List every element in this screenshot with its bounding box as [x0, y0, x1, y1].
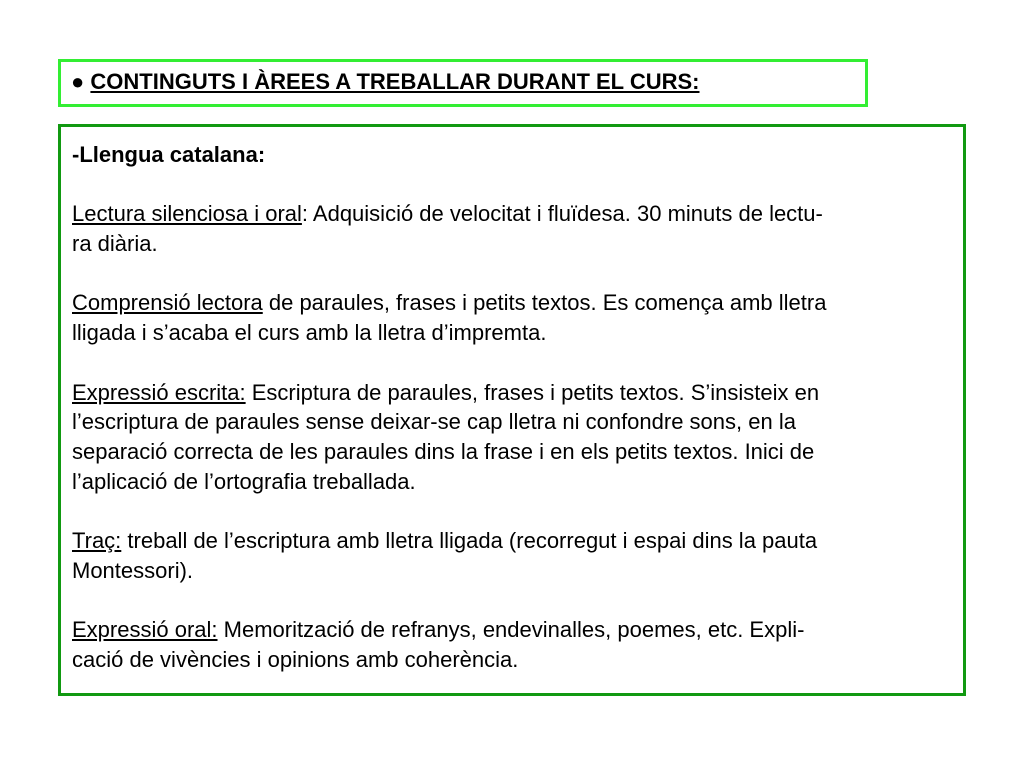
title-box	[58, 59, 868, 107]
paragraph-text: Montessori).	[72, 557, 194, 583]
paragraph-expressio-escrita	[72, 378, 956, 497]
paragraph-expressio-oral	[72, 615, 956, 674]
paragraph-text: ra diària.	[72, 231, 158, 257]
paragraph-label: Expressió escrita:	[72, 379, 246, 405]
paragraph-label: Lectura silenciosa i oral	[72, 201, 302, 227]
paragraph-trac	[72, 526, 956, 585]
paragraph-text: cació de vivències i opinions amb coherència.	[72, 646, 519, 672]
paragraph-text: l’aplicació de l’ortografia treballada.	[72, 468, 416, 494]
bullet-icon: ●	[71, 69, 85, 94]
paragraph-label: Expressió oral:	[72, 617, 218, 643]
paragraph-lectura	[72, 199, 956, 258]
paragraph-label: Comprensió lectora	[72, 290, 263, 316]
section-heading: -Llengua catalana:	[72, 142, 266, 167]
page-title	[71, 69, 700, 95]
paragraph-label: Traç:	[72, 528, 122, 554]
paragraph-text: Escriptura de paraules, frases i petits textos. S’insisteix en	[245, 379, 820, 405]
page-title-text: CONTINGUTS I ÀREES A TREBALLAR DURANT EL CURS:	[90, 69, 700, 94]
paragraph-text: Memorització de refranys, endevinalles, poemes, etc. Expli-	[217, 617, 805, 643]
paragraph-text: de paraules, frases i petits textos. Es comença amb lletra	[262, 290, 827, 316]
paragraph-text: lligada i s’acaba el curs amb la lletra d’impremta.	[72, 320, 547, 346]
content-box	[58, 124, 966, 696]
paragraph-text: : Adquisició de velocitat i fluïdesa. 30 minuts de lectu-	[301, 201, 823, 227]
paragraph-text: l’escriptura de paraules sense deixar-se cap lletra ni confondre sons, en la	[72, 409, 796, 435]
paragraph-text: treball de l’escriptura amb lletra lligada (recorregut i espai dins la pauta	[121, 528, 818, 554]
paragraph-comprensio	[72, 288, 956, 347]
paragraph-text: separació correcta de les paraules dins la frase i en els petits textos. Inici de	[72, 438, 815, 464]
content-body	[72, 140, 956, 675]
